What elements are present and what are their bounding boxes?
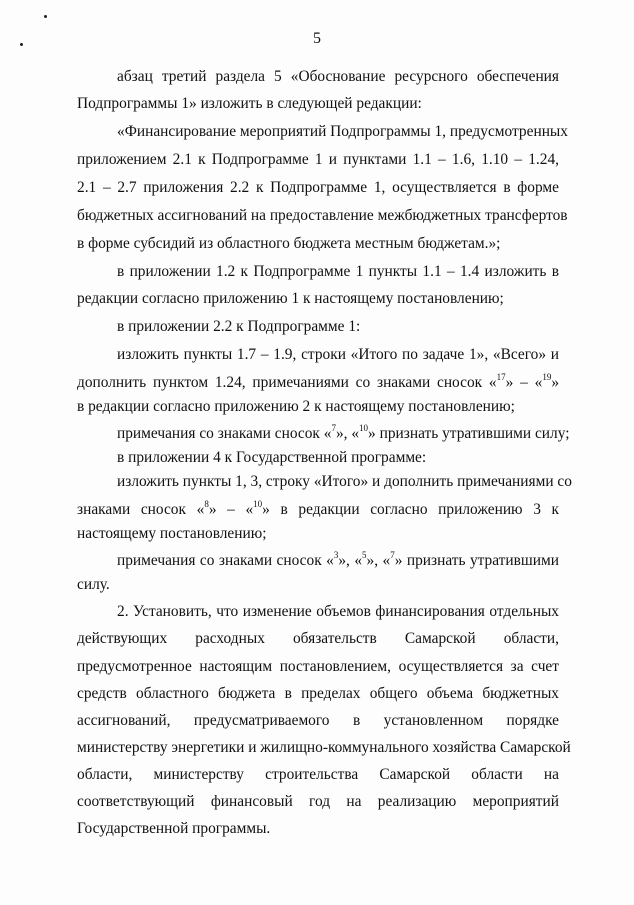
paragraph-line: Государственной программы.	[77, 820, 271, 837]
text-run: примечания со знаками сносок «	[117, 552, 334, 569]
text-run: » признать утратившими силу;	[368, 425, 570, 442]
paragraph-line: изложить пункты 1.7 – 1.9, строки «Итого по задаче 1», «Всего» и	[117, 346, 559, 363]
text-run: » признать утратившими	[394, 552, 559, 569]
text-run: примечания со знаками сносок «	[117, 425, 332, 442]
paragraph-line: приложением 2.1 к Подпрограмме 1 и пунктами 1.1 – 1.6, 1.10 – 1.24,	[77, 151, 559, 168]
footnote-mark: 19	[542, 371, 552, 382]
paragraph-line: в форме субсидий из областного бюджета местным бюджетам.»;	[77, 235, 501, 252]
paragraph-line: области, министерству строительства Самарской области на	[77, 766, 559, 783]
text-run: » – «	[208, 501, 254, 518]
text-run: дополнить пунктом 1.24, примечаниями со знаками сносок «	[77, 374, 497, 391]
paragraph-line: в приложении 2.2 к Подпрограмме 1:	[117, 318, 361, 335]
paragraph-line: в редакции согласно приложению 2 к настоящему постановлению;	[77, 398, 515, 415]
paragraph-line: бюджетных ассигнований на предоставление межбюджетных трансфертов	[77, 207, 568, 224]
text-run: »	[551, 374, 560, 391]
text-run: », «	[366, 552, 391, 569]
paragraph-line: редакции согласно приложению 1 к настоящему постановлению;	[77, 290, 504, 307]
paragraph-line	[117, 422, 570, 445]
footnote-mark: 10	[359, 422, 369, 433]
paragraph-line: средств областного бюджета в пределах общего объема бюджетных	[77, 685, 559, 702]
footnote-mark: 7	[390, 549, 395, 560]
footnote-mark: 10	[253, 498, 263, 509]
paragraph-line: 2. Установить, что изменение объемов финансирования отдельных	[117, 603, 559, 620]
text-run: », «	[335, 425, 360, 442]
paragraph-line: ассигнований, предусматриваемого в установленном порядке	[77, 712, 559, 729]
paragraph-line	[77, 372, 559, 394]
paragraph-line: изложить пункты 1, 3, строку «Итого» и дополнить примечаниями со	[117, 473, 572, 490]
paragraph-line: Подпрограммы 1» изложить в следующей редакции:	[77, 95, 422, 112]
footnote-mark: 3	[333, 549, 339, 560]
text-run: », «	[338, 552, 363, 569]
text-run: » в редакции согласно приложению 3 к	[262, 501, 559, 518]
paragraph-line: предусмотренное настоящим постановлением, осуществляется за счет	[77, 658, 559, 675]
paragraph-line: министерству энергетики и жилищно-коммунального хозяйства Самарской	[77, 739, 571, 756]
footnote-mark: 17	[496, 371, 506, 382]
page-number: 5	[313, 30, 321, 47]
paragraph-line: «Финансирование мероприятий Подпрограммы 1, предусмотренных	[117, 123, 568, 140]
paragraph-line: соответствующий финансовый год на реализацию мероприятий	[77, 793, 559, 810]
paragraph-line: действующих расходных обязательств Самарской области,	[77, 630, 559, 647]
paragraph-line: настоящему постановлению;	[77, 525, 267, 542]
text-run: знаками сносок «	[77, 501, 205, 518]
paragraph-line: в приложении 4 к Государственной программе:	[117, 449, 427, 466]
footnote-mark: 8	[204, 498, 209, 509]
paragraph-line	[77, 499, 559, 521]
footnote-mark: 7	[331, 422, 336, 433]
paragraph-line: абзац третий раздела 5 «Обоснование ресурсного обеспечения	[117, 68, 559, 85]
paragraph-line: 2.1 – 2.7 приложения 2.2 к Подпрограмме 1, осуществляется в форме	[77, 179, 559, 196]
scan-speck	[44, 15, 47, 18]
text-run: » – «	[505, 374, 543, 391]
paragraph-line	[117, 550, 559, 572]
footnote-mark: 5	[362, 549, 367, 560]
paragraph-line: силу.	[77, 576, 110, 593]
paragraph-line: в приложении 1.2 к Подпрограмме 1 пункты 1.1 – 1.4 изложить в	[117, 263, 559, 280]
